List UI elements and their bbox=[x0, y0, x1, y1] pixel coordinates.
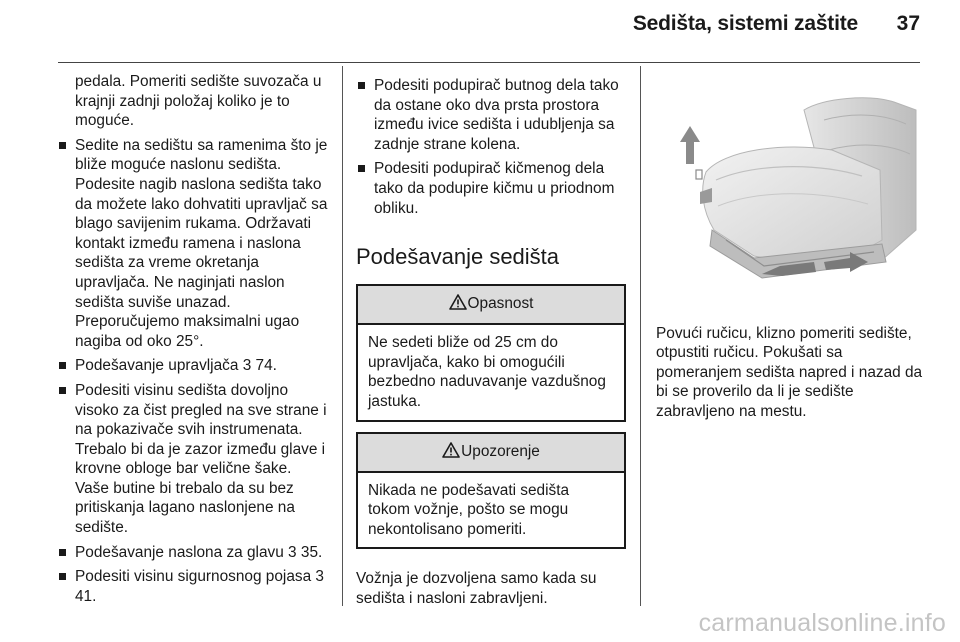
warning-notice bbox=[356, 432, 626, 550]
warning-notice-header bbox=[358, 434, 624, 473]
watermark-text: carmanualsonline.info bbox=[698, 609, 946, 637]
list-item: Podesiti visinu sigurnosnog pojasa 3 41. bbox=[57, 567, 329, 606]
danger-notice-title: Opasnost bbox=[467, 295, 534, 313]
continuation-paragraph: pedala. Pomeriti sedište suvozača u krajnji zadnji položaj koliko je to moguće. bbox=[75, 73, 322, 130]
list-item: Podesiti podupirač kičmenog dela tako da podupire kičmu u priodnom obliku. bbox=[356, 159, 626, 218]
warning-triangle-icon bbox=[442, 442, 460, 458]
seat-adjustment-illustration bbox=[654, 80, 922, 304]
instruction-list bbox=[57, 136, 329, 607]
list-item: Podešavanje upravljača 3 74. bbox=[57, 356, 329, 376]
text-column-middle bbox=[356, 64, 626, 609]
section-heading: Podešavanje sedišta bbox=[356, 244, 560, 270]
text-column-left bbox=[57, 64, 329, 606]
list-item: Podesiti podupirač butnog dela tako da ostane oko dva prsta prostora između ivice sedišta i udubljenja sa zadnje strane kolena. bbox=[356, 76, 626, 154]
warning-triangle-icon bbox=[449, 294, 467, 310]
list-item: Podesiti visinu sedišta dovoljno visoko za čist pregled na sve strane i na pokazivače svih instrumenata. Trebalo bi da je zazor između glave i krovne obloge bar velične šake. Vaše butine bi trebalo da su bez pritiskanja lagano naslonjene na sedište. bbox=[57, 381, 329, 538]
danger-notice-text: Ne sedeti bliže od 25 cm do upravljača, kako bi omogućili bezbedno naduvavanje vazdušnog jastuka. bbox=[368, 334, 606, 410]
body-paragraph: Vožnja je dozvoljena samo kada su sedišta i nasloni zabravljeni. bbox=[356, 570, 597, 607]
page-number: 37 bbox=[896, 12, 920, 35]
figure-caption: Povući ručicu, klizno pomeriti sedište, otpustiti ručicu. Pokušati sa pomeranjem sedišta napred i nazad da bi se proverilo da li je sedište zabravljeno na mestu. bbox=[656, 324, 923, 420]
warning-notice-text: Nikada ne podešavati sedišta tokom vožnje, pošto se mogu nekontolisano pomeriti. bbox=[368, 481, 570, 538]
danger-notice-header bbox=[358, 286, 624, 325]
danger-notice bbox=[356, 284, 626, 421]
page-header-title: Sedišta, sistemi zaštite bbox=[632, 12, 858, 35]
list-item: Sedite na sedištu sa ramenima što je bliže moguće naslonu sedišta. Podesite nagib naslona sedišta tako da možete lako dohvatiti upravljač sa blago savijenim rukama. Održavati kontakt između ramena i naslona sedišta za vreme okretanja upravljača. Ne naginjati naslon sedišta suviše unazad. Preporučujemo maksimalni ugao nagiba od oko 25°. bbox=[57, 136, 329, 352]
header-divider bbox=[58, 62, 920, 63]
list-item: Podešavanje naslona za glavu 3 35. bbox=[57, 543, 329, 563]
instruction-list bbox=[356, 76, 626, 218]
column-divider bbox=[640, 66, 641, 606]
warning-notice-title: Upozorenje bbox=[461, 442, 540, 460]
column-divider bbox=[342, 66, 343, 606]
text-column-right bbox=[656, 64, 924, 422]
